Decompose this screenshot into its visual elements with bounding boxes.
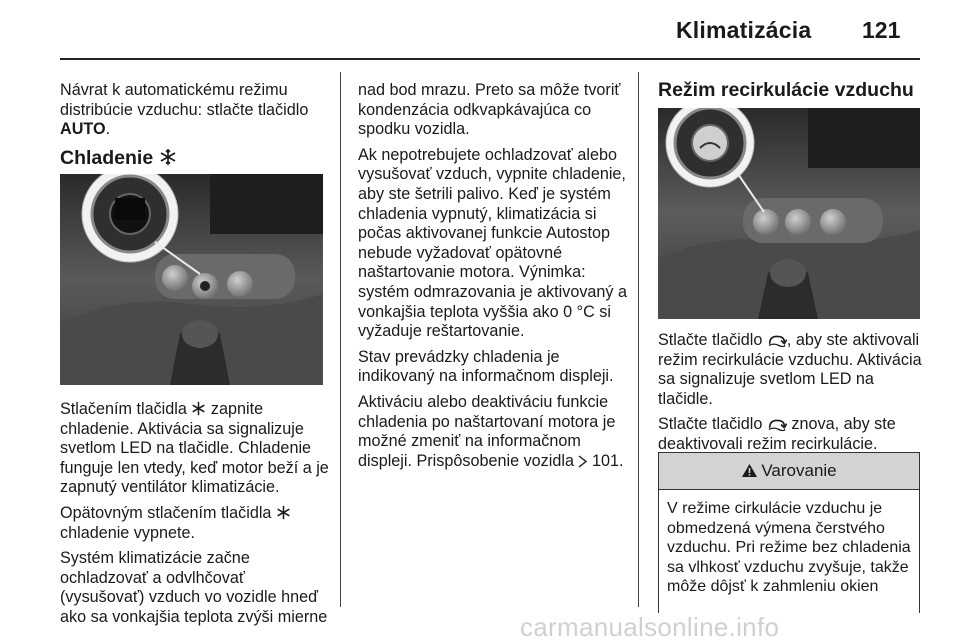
text-line: spodku vozidla. <box>358 120 470 139</box>
text-line: (vysušovať) vzduch vo vozidle hneď <box>60 588 319 607</box>
warning-header <box>659 453 919 490</box>
text-line: sa signalizuje svetlom LED na <box>658 370 874 389</box>
text-line: aby ste šetrili palivo. Keď je systém <box>358 184 611 203</box>
text-fragment: znova, aby ste <box>786 415 896 434</box>
cooling-paragraph-2 <box>60 504 335 543</box>
recirculation-icon <box>767 334 787 347</box>
text-line: svetlom LED na tlačidle. Chladenie <box>60 439 312 458</box>
cooling-paragraph-6 <box>358 348 633 387</box>
text-fragment: displeji. Prispôsobenie vozidla <box>358 451 574 470</box>
cooling-paragraph-7 <box>358 393 633 471</box>
text-line: funguje len vtedy, keď motor beží a je <box>60 458 329 477</box>
page-reference[interactable]: 101. <box>587 451 624 470</box>
intro-line: distribúcie vzduchu: stlačte tlačidlo <box>60 100 309 119</box>
cooling-paragraph-3 <box>60 549 335 627</box>
warning-symbol <box>741 461 758 481</box>
text-fragment: Opätovným stlačením tlačidla <box>60 503 272 522</box>
cooling-heading <box>60 146 335 170</box>
text-line: chladenia po naštartovaní motora je <box>358 412 616 431</box>
column-rule-1 <box>340 72 341 607</box>
text-fragment: Stlačením tlačidla <box>60 400 187 418</box>
cooling-heading-text: Chladenie <box>60 147 154 169</box>
climate-control-photo-cooling <box>60 174 323 385</box>
cooling-paragraph-5 <box>358 146 633 342</box>
text-fragment: Stlačte tlačidlo <box>658 331 763 349</box>
recirculation-paragraph-1 <box>658 331 923 409</box>
column-1-body <box>60 400 335 634</box>
recirculation-icon <box>767 418 787 431</box>
text-line: vysušovať vzduch, vypnite chladenie, <box>358 165 626 184</box>
text-line: deaktivovali režim recirkulácie. <box>658 434 878 453</box>
text-line: chladenia vypnutý, klimatizácia si <box>358 204 597 223</box>
snowflake-icon <box>276 505 291 520</box>
warning-title: Varovanie <box>761 461 837 480</box>
intro-paragraph <box>60 81 335 140</box>
text-line: možné zmeniť na informačnom <box>358 432 581 451</box>
cooling-paragraph-1 <box>60 400 335 498</box>
header-rule <box>60 58 920 60</box>
auto-label: AUTO <box>60 120 106 139</box>
text-line: V režime cirkulácie vzduchu je <box>667 500 883 517</box>
text-line: indikovaný na informačnom displeji. <box>358 367 614 386</box>
column-2 <box>358 81 633 477</box>
warning-body <box>659 490 919 597</box>
page-number: 121 <box>862 17 901 43</box>
text-line: ako sa vonkajšia teplota zvýši mierne <box>60 607 328 626</box>
column-3-body <box>658 331 923 461</box>
text-line: nad bod mrazu. Preto sa môže tvoriť <box>358 81 621 99</box>
text-line: nebude vyžadovať opätovné <box>358 243 563 262</box>
text-line: môže dôjsť k zahmleniu okien <box>667 578 879 595</box>
cooling-paragraph-4 <box>358 81 633 140</box>
text-line: ochladzovať a odvlhčovať <box>60 568 245 587</box>
text-line: Aktiváciu alebo deaktiváciu funkcie <box>358 392 609 411</box>
intro-line: Návrat k automatickému režimu <box>60 81 288 99</box>
recirculation-heading-text: Režim recirkulácie vzduchu <box>658 79 914 101</box>
warning-triangle-icon <box>741 463 758 478</box>
text-line: systém odmrazovania je aktivovaný a <box>358 282 628 301</box>
text-line: Systém klimatizácie začne <box>60 549 250 568</box>
snowflake-icon <box>159 148 177 166</box>
text-line: chladenie. Aktivácia sa signalizuje <box>60 419 304 438</box>
text-line: chladenie vypnete. <box>60 523 195 542</box>
recirculation-paragraph-2 <box>658 415 923 454</box>
warning-box <box>658 452 920 613</box>
climate-control-photo-recirculation <box>658 108 920 319</box>
intro-period: . <box>105 120 111 139</box>
text-line: naštartovanie motora. Výnimka: <box>358 263 586 282</box>
page-header-title: Klimatizácia <box>676 17 812 43</box>
column-1 <box>60 81 335 146</box>
text-line: tlačidle. <box>658 389 713 408</box>
watermark: carmanualsonline.info <box>520 612 780 642</box>
text-line: kondenzácia odkvapkávajúca co <box>358 100 592 119</box>
text-line: Stav prevádzky chladenia je <box>358 347 560 366</box>
text-line: vzduchu. Pri režime bez chladenia <box>667 539 911 556</box>
text-line: Ak nepotrebujete ochladzovať alebo <box>358 145 617 164</box>
column-rule-2 <box>638 72 639 607</box>
text-line: sa vlhkosť vzduchu zvyšuje, takže <box>667 558 909 576</box>
text-line: vonkajšia teplota vyššia ako 0 °C si <box>358 302 612 321</box>
snowflake-icon <box>191 401 206 416</box>
text-line: počas aktivovanej funkcie Autostop <box>358 224 610 243</box>
text-line: vyžaduje reštartovanie. <box>358 322 525 341</box>
text-line: obmedzená výmena čerstvého <box>667 519 885 537</box>
text-fragment: zapnite <box>206 400 264 418</box>
text-fragment: , aby ste aktivovali <box>786 331 920 349</box>
text-fragment: Stlačte tlačidlo <box>658 415 763 434</box>
text-line: zapnutý ventilátor klimatizácie. <box>60 478 280 497</box>
text-line: režim recirkulácie vzduchu. Aktivácia <box>658 350 922 369</box>
